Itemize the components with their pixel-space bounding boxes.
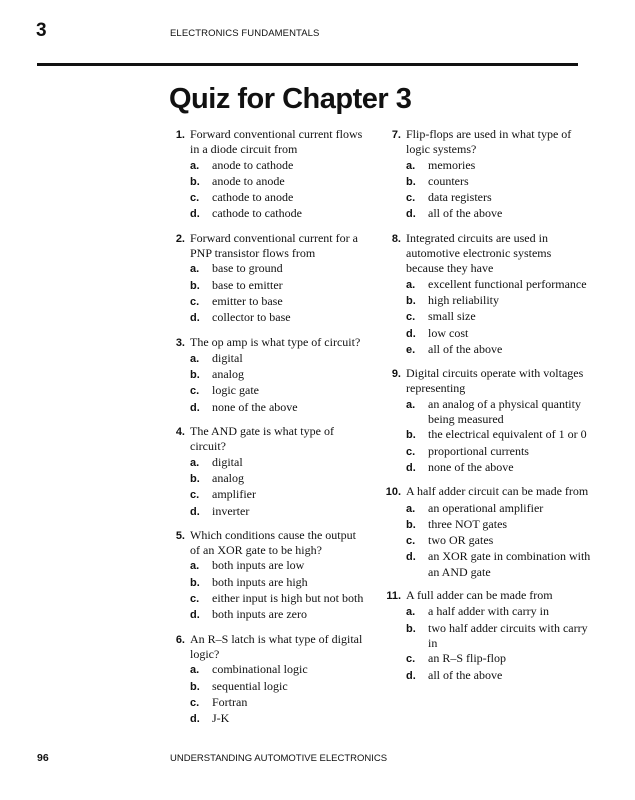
answer-letter: c.	[190, 489, 200, 502]
answer-option	[168, 383, 368, 399]
answer-text: an analog of a physical quantity being measured	[428, 396, 581, 427]
answer-text: all of the above	[428, 206, 503, 221]
answer-text: combinational logic	[212, 662, 308, 677]
answer-letter: a.	[406, 159, 416, 172]
answer-option	[384, 293, 592, 309]
answer-option	[384, 206, 592, 222]
answer-letter: d.	[406, 208, 416, 221]
answer-letter: b.	[190, 680, 200, 693]
answer-letter: d.	[190, 609, 200, 622]
header-rule	[37, 63, 578, 66]
question-stem	[384, 127, 592, 158]
answer-option	[384, 549, 592, 580]
answer-option	[168, 558, 368, 574]
answer-option	[168, 591, 368, 607]
question-stem	[384, 231, 592, 277]
answer-text: base to emitter	[212, 277, 283, 292]
question-1	[168, 127, 368, 223]
answer-list	[168, 351, 368, 416]
answer-option	[168, 471, 368, 487]
answer-text: counters	[428, 173, 469, 188]
answer-text: analog	[212, 367, 244, 382]
running-foot: UNDERSTANDING AUTOMOTIVE ELECTRONICS	[170, 753, 388, 764]
answer-letter: b.	[406, 294, 416, 307]
answer-text: none of the above	[212, 399, 298, 414]
answer-letter: a.	[406, 606, 416, 619]
answer-text: cathode to anode	[212, 190, 294, 205]
question-text: The AND gate is what type of circuit?	[190, 424, 334, 454]
answer-letter: c.	[190, 192, 200, 205]
answer-option	[384, 460, 592, 476]
question-text: Forward conventional current for a PNP transistor flows from	[190, 230, 358, 261]
question-8	[384, 231, 592, 358]
question-3	[168, 335, 368, 416]
answer-text: high reliability	[428, 292, 499, 307]
question-text: The op amp is what type of circuit?	[190, 334, 361, 349]
answer-list	[384, 501, 592, 580]
answer-letter: a.	[406, 398, 416, 411]
answer-letter: b.	[190, 472, 200, 485]
answer-text: anode to cathode	[212, 157, 294, 172]
running-head: ELECTRONICS FUNDAMENTALS	[170, 28, 320, 39]
answer-text: collector to base	[212, 310, 291, 325]
question-text: A half adder circuit can be made from	[406, 484, 589, 499]
question-number: 2.	[175, 232, 185, 245]
answer-option	[384, 326, 592, 342]
question-11	[384, 588, 592, 684]
answer-letter: b.	[406, 622, 416, 635]
question-number: 8.	[391, 232, 401, 245]
answer-letter: d.	[190, 208, 200, 221]
question-number: 9.	[391, 368, 401, 381]
answer-text: emitter to base	[212, 293, 283, 308]
answer-letter: a.	[190, 263, 200, 276]
answer-option	[384, 309, 592, 325]
answer-letter: d.	[190, 505, 200, 518]
answer-option	[384, 174, 592, 190]
answer-option	[168, 190, 368, 206]
answer-option	[384, 397, 592, 428]
answer-text: an R–S flip-flop	[428, 651, 506, 666]
question-number: 7.	[391, 129, 401, 141]
answer-letter: c.	[190, 696, 200, 709]
answer-option	[168, 575, 368, 591]
answer-option	[168, 278, 368, 294]
answer-option	[384, 533, 592, 549]
page-number: 96	[37, 752, 49, 764]
questions-column-right	[384, 127, 592, 692]
question-number: 11.	[386, 590, 401, 603]
answer-text: an operational amplifier	[428, 500, 544, 515]
answer-text: all of the above	[428, 341, 503, 356]
question-7	[384, 127, 592, 223]
question-number: 1.	[175, 129, 185, 141]
answer-option	[168, 487, 368, 503]
answer-letter: d.	[406, 327, 416, 340]
question-stem	[384, 588, 592, 604]
answer-text: anode to anode	[212, 173, 285, 188]
answer-option	[384, 668, 592, 684]
page-title: Quiz for Chapter 3	[169, 83, 412, 115]
answer-letter: d.	[406, 551, 416, 564]
answer-text: the electrical equivalent of 1 or 0	[428, 427, 587, 442]
answer-letter: b.	[406, 175, 416, 188]
answer-letter: b.	[406, 518, 416, 531]
answer-letter: a.	[190, 560, 200, 573]
question-6	[168, 632, 368, 728]
answer-list	[168, 261, 368, 326]
answer-option	[384, 190, 592, 206]
answer-option	[168, 679, 368, 695]
answer-text: an XOR gate in combination with an AND gate	[428, 549, 591, 579]
answer-text: logic gate	[212, 383, 259, 398]
answer-option	[168, 351, 368, 367]
answer-text: a half adder with carry in	[428, 604, 549, 619]
answer-option	[168, 158, 368, 174]
answer-letter: d.	[190, 401, 200, 414]
answer-list	[168, 455, 368, 520]
question-text: An R–S latch is what type of digital logic?	[190, 631, 363, 661]
question-stem	[168, 127, 368, 158]
answer-text: Fortran	[212, 694, 248, 709]
answer-text: two OR gates	[428, 533, 494, 548]
question-text: Integrated circuits are used in automotive electronic systems because they have	[406, 230, 552, 276]
answer-letter: a.	[190, 456, 200, 469]
answer-text: digital	[212, 350, 243, 365]
answer-option	[168, 504, 368, 520]
answer-list	[168, 158, 368, 223]
answer-text: base to ground	[212, 261, 283, 276]
question-number: 3.	[175, 336, 185, 349]
answer-text: J-K	[212, 711, 230, 726]
question-9	[384, 366, 592, 476]
answer-option	[168, 174, 368, 190]
answer-letter: d.	[190, 713, 200, 726]
answer-option	[384, 444, 592, 460]
question-number: 10.	[385, 486, 401, 499]
answer-letter: c.	[406, 311, 416, 324]
answer-letter: a.	[406, 502, 416, 515]
answer-letter: a.	[406, 278, 416, 291]
answer-text: two half adder circuits with carry in	[428, 620, 588, 650]
question-stem	[384, 484, 592, 500]
question-stem	[168, 632, 368, 663]
answer-letter: c.	[190, 593, 200, 606]
answer-text: low cost	[428, 325, 469, 340]
answer-letter: b.	[190, 576, 200, 589]
answer-option	[168, 607, 368, 623]
answer-option	[384, 651, 592, 667]
answer-option	[168, 367, 368, 383]
answer-text: proportional currents	[428, 443, 529, 458]
answer-option	[168, 206, 368, 222]
questions-column-left	[168, 127, 368, 735]
answer-text: all of the above	[428, 667, 503, 682]
question-2	[168, 231, 368, 327]
question-number: 5.	[175, 529, 185, 542]
question-4	[168, 424, 368, 520]
answer-text: small size	[428, 309, 476, 324]
answer-letter: a.	[190, 159, 200, 172]
question-stem	[168, 424, 368, 455]
answer-text: inverter	[212, 503, 250, 518]
answer-text: analog	[212, 470, 244, 485]
question-text: A full adder can be made from	[406, 588, 553, 603]
answer-letter: e.	[406, 343, 416, 356]
answer-option	[168, 662, 368, 678]
question-stem	[168, 231, 368, 262]
answer-text: excellent functional performance	[428, 276, 587, 291]
answer-option	[384, 621, 592, 652]
answer-text: sequential logic	[212, 678, 288, 693]
question-10	[384, 484, 592, 580]
question-number: 4.	[175, 426, 185, 439]
answer-letter: b.	[190, 369, 200, 382]
answer-option	[384, 604, 592, 620]
answer-text: cathode to cathode	[212, 206, 302, 221]
question-5	[168, 528, 368, 624]
answer-option	[168, 455, 368, 471]
answer-text: memories	[428, 157, 476, 172]
question-text: Flip-flops are used in what type of logic systems?	[406, 127, 572, 157]
question-text: Digital circuits operate with voltages representing	[406, 366, 584, 396]
answer-option	[384, 501, 592, 517]
answer-option	[168, 261, 368, 277]
answer-list	[168, 558, 368, 623]
answer-text: three NOT gates	[428, 516, 508, 531]
answer-option	[168, 711, 368, 727]
answer-letter: c.	[406, 445, 416, 458]
answer-list	[384, 158, 592, 223]
answer-text: amplifier	[212, 487, 256, 502]
answer-option	[384, 427, 592, 443]
answer-letter: c.	[190, 295, 200, 308]
answer-letter: d.	[190, 312, 200, 325]
answer-option	[384, 342, 592, 358]
answer-letter: d.	[406, 669, 416, 682]
answer-letter: c.	[406, 535, 416, 548]
answer-letter: a.	[190, 664, 200, 677]
answer-list	[384, 277, 592, 358]
chapter-number: 3	[36, 20, 47, 41]
answer-letter: b.	[406, 429, 416, 442]
question-stem	[168, 335, 368, 351]
answer-text: data registers	[428, 190, 492, 205]
answer-text: both inputs are high	[212, 574, 308, 589]
answer-option	[168, 400, 368, 416]
question-text: Forward conventional current flows in a diode circuit from	[190, 127, 363, 157]
answer-letter: b.	[190, 175, 200, 188]
answer-letter: b.	[190, 279, 200, 292]
answer-letter: c.	[406, 653, 416, 666]
answer-option	[384, 277, 592, 293]
answer-letter: c.	[406, 192, 416, 205]
answer-list	[384, 397, 592, 476]
answer-option	[384, 158, 592, 174]
question-number: 6.	[175, 633, 185, 646]
answer-list	[384, 604, 592, 683]
answer-text: none of the above	[428, 459, 514, 474]
answer-letter: c.	[190, 385, 200, 398]
question-stem	[168, 528, 368, 559]
question-text: Which conditions cause the output of an XOR gate to be high?	[190, 527, 356, 558]
answer-letter: a.	[190, 352, 200, 365]
question-stem	[384, 366, 592, 397]
answer-list	[168, 662, 368, 727]
answer-option	[168, 695, 368, 711]
answer-option	[384, 517, 592, 533]
answer-text: both inputs are zero	[212, 607, 307, 622]
answer-text: both inputs are low	[212, 558, 305, 573]
answer-option	[168, 294, 368, 310]
answer-text: digital	[212, 454, 243, 469]
answer-text: either input is high but not both	[212, 591, 364, 606]
answer-option	[168, 310, 368, 326]
answer-letter: d.	[406, 461, 416, 474]
